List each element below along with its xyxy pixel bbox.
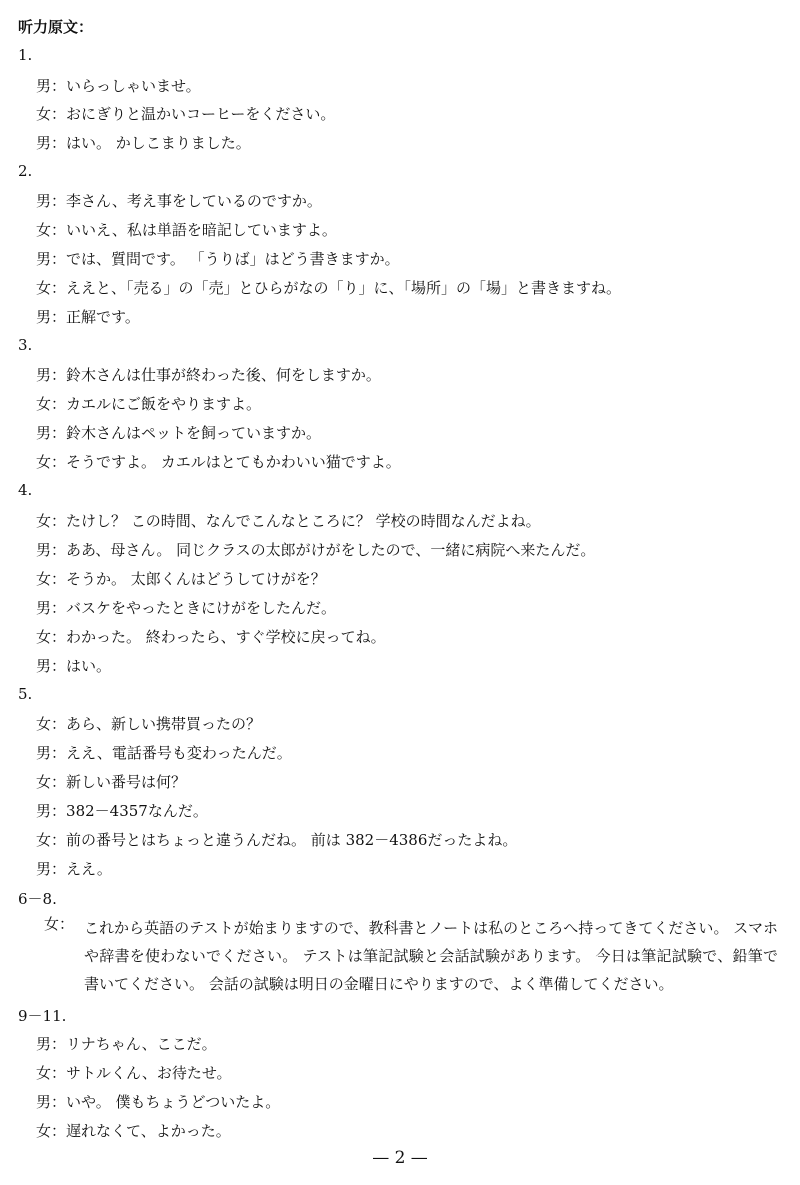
dialogue-line: 男：ああ、母さん。 同じクラスの太郎がけがをしたので、一緒に病院へ来たんだ。 <box>36 541 596 559</box>
speaker: 男 <box>36 366 52 384</box>
dialogue-text: いいえ、私は単語を暗記していますよ。 <box>66 221 337 239</box>
page-title: 听力原文： <box>18 18 94 36</box>
page-number: — 2 — <box>372 1148 428 1168</box>
dialogue-line: 女：そうですよ。 カエルはとてもかわいい猫ですよ。 <box>36 453 401 471</box>
dialogue-line: 女：新しい番号は何？ <box>36 773 187 791</box>
dialogue-line: 男：リナちゃん、ここだ。 <box>36 1035 217 1053</box>
dialogue-line: 女：いいえ、私は単語を暗記していますよ。 <box>36 221 337 239</box>
dialogue-line: 男：ええ。 <box>36 860 112 878</box>
speaker: 女 <box>36 715 52 733</box>
speaker: 男 <box>36 1093 52 1111</box>
dialogue-line: 女：前の番号とはちょっと違うんだね。 前は 382－4386だったよね。 <box>36 831 518 849</box>
dialogue-text: いや。 僕もちょうどついたよ。 <box>66 1093 281 1111</box>
dialogue-text: はい。 かしこまりました。 <box>66 134 251 152</box>
dialogue-text: ああ、母さん。 同じクラスの太郎がけがをしたので、一緒に病院へ来たんだ。 <box>66 541 596 559</box>
dialogue-text: リナちゃん、ここだ。 <box>66 1035 217 1053</box>
speaker: 女 <box>36 570 52 588</box>
speaker: 男 <box>36 77 52 95</box>
dialogue-text: そうか。 太郎くんはどうしてけがを？ <box>66 570 326 588</box>
dialogue-line: 女：そうか。 太郎くんはどうしてけがを？ <box>36 570 326 588</box>
dialogue-text: おにぎりと温かいコーヒーをください。 <box>66 105 336 123</box>
speaker: 男 <box>36 1035 52 1053</box>
dialogue-line: 女：たけし？ この時間、なんでこんなところに？ 学校の時間なんだよね。 <box>36 512 541 530</box>
section-number-6-8: 6－8. <box>18 890 57 908</box>
dialogue-text: 前の番号とはちょっと違うんだね。 前は 382－4386だったよね。 <box>66 831 518 849</box>
dialogue-line: 女：遅れなくて、よかった。 <box>36 1122 231 1140</box>
speaker: 男 <box>36 802 52 820</box>
dialogue-text: カエルにご飯をやりますよ。 <box>66 395 262 413</box>
dialogue-line: 男：李さん、考え事をしているのですか。 <box>36 192 322 210</box>
speaker: 男 <box>36 424 52 442</box>
dialogue-line: 男：正解です。 <box>36 308 140 326</box>
dialogue-text: 鈴木さんはペットを飼っていますか。 <box>66 424 322 442</box>
dialogue-text: 鈴木さんは仕事が終わった後、何をしますか。 <box>66 366 381 384</box>
dialogue-text: はい。 <box>66 657 112 675</box>
speaker: 女 <box>36 279 52 297</box>
dialogue-line: 男：バスケをやったときにけがをしたんだ。 <box>36 599 337 617</box>
speaker: 女 <box>36 628 52 646</box>
speaker: 男 <box>36 250 52 268</box>
dialogue-line: 女：おにぎりと温かいコーヒーをください。 <box>36 105 336 123</box>
speaker: 女： <box>44 915 75 933</box>
dialogue-text: では、質問です。 「うりば」はどう書きますか。 <box>66 250 400 268</box>
dialogue-text: ええ。 <box>66 860 112 878</box>
speaker: 男 <box>36 308 52 326</box>
dialogue-text: いらっしゃいませ。 <box>66 77 201 95</box>
dialogue-line: 女：カエルにご飯をやりますよ。 <box>36 395 262 413</box>
section-number-2: 2. <box>18 162 33 180</box>
dialogue-text: 正解です。 <box>66 308 140 326</box>
speaker: 男 <box>36 860 52 878</box>
dialogue-line: 女：サトルくん、お待たせ。 <box>36 1064 232 1082</box>
section-number-4: 4. <box>18 481 33 499</box>
speaker: 女 <box>36 512 52 530</box>
dialogue-text: わかった。 終わったら、すぐ学校に戻ってね。 <box>66 628 386 646</box>
dialogue-line: 男：鈴木さんは仕事が終わった後、何をしますか。 <box>36 366 381 384</box>
dialogue-line: 女：あら、新しい携帯買ったの？ <box>36 715 262 733</box>
dialogue-text: サトルくん、お待たせ。 <box>66 1064 232 1082</box>
dialogue-line: 男：では、質問です。 「うりば」はどう書きますか。 <box>36 250 400 268</box>
speaker: 女 <box>36 453 52 471</box>
section-number-5: 5. <box>18 685 33 703</box>
dialogue-text: 遅れなくて、よかった。 <box>66 1122 231 1140</box>
dialogue-line: 女：わかった。 終わったら、すぐ学校に戻ってね。 <box>36 628 386 646</box>
dialogue-line: 女：ええと、「売る」の「売」とひらがなの「り」に、「場所」の「場」と書きますね。 <box>36 279 622 297</box>
dialogue-text: バスケをやったときにけがをしたんだ。 <box>66 599 337 617</box>
dialogue-line: 男：はい。 かしこまりました。 <box>36 134 251 152</box>
dialogue-line: 男：はい。 <box>36 657 112 675</box>
section-number-3: 3. <box>18 336 33 354</box>
speaker: 女 <box>36 105 52 123</box>
dialogue-text: ええと、「売る」の「売」とひらがなの「り」に、「場所」の「場」と書きますね。 <box>66 279 622 297</box>
section-number-9-11: 9－11. <box>18 1007 67 1025</box>
dialogue-text: たけし？ この時間、なんでこんなところに？ 学校の時間なんだよね。 <box>66 512 541 530</box>
dialogue-line: 男：ええ、電話番号も変わったんだ。 <box>36 744 292 762</box>
speaker: 女 <box>36 395 52 413</box>
speaker: 男 <box>36 599 52 617</box>
speaker: 男 <box>36 744 52 762</box>
dialogue-line: 男：いや。 僕もちょうどついたよ。 <box>36 1093 281 1111</box>
speaker: 女 <box>36 1122 52 1140</box>
dialogue-text: 李さん、考え事をしているのですか。 <box>66 192 322 210</box>
dialogue-text: これから英語のテストが始まりますので、教科書とノートは私のところへ持ってきてください。 スマホや辞書を使わないでください。 テストは筆記試験と会話試験があります。 今日は筆記試験で、鉛筆で書いてください。 会話の試験は明日の金曜日にやりますので、よく準備してください。 <box>84 919 778 993</box>
dialogue-text: 382－4357なんだ。 <box>66 802 208 820</box>
section-number-1: 1. <box>18 46 33 64</box>
dialogue-line <box>44 914 778 998</box>
dialogue-text: あら、新しい携帯買ったの？ <box>66 715 262 733</box>
speaker: 女 <box>36 221 52 239</box>
speaker: 男 <box>36 657 52 675</box>
dialogue-line: 男：382－4357なんだ。 <box>36 802 208 820</box>
dialogue-line: 男：鈴木さんはペットを飼っていますか。 <box>36 424 322 442</box>
speaker: 男 <box>36 192 52 210</box>
speaker: 男 <box>36 541 52 559</box>
speaker-name: 女 <box>44 915 60 933</box>
dialogue-line: 男：いらっしゃいませ。 <box>36 77 201 95</box>
speaker: 女 <box>36 831 52 849</box>
dialogue-text: そうですよ。 カエルはとてもかわいい猫ですよ。 <box>66 453 401 471</box>
dialogue-text: 新しい番号は何？ <box>66 773 187 791</box>
dialogue-text: ええ、電話番号も変わったんだ。 <box>66 744 292 762</box>
speaker: 男 <box>36 134 52 152</box>
speaker: 女 <box>36 773 52 791</box>
speaker: 女 <box>36 1064 52 1082</box>
